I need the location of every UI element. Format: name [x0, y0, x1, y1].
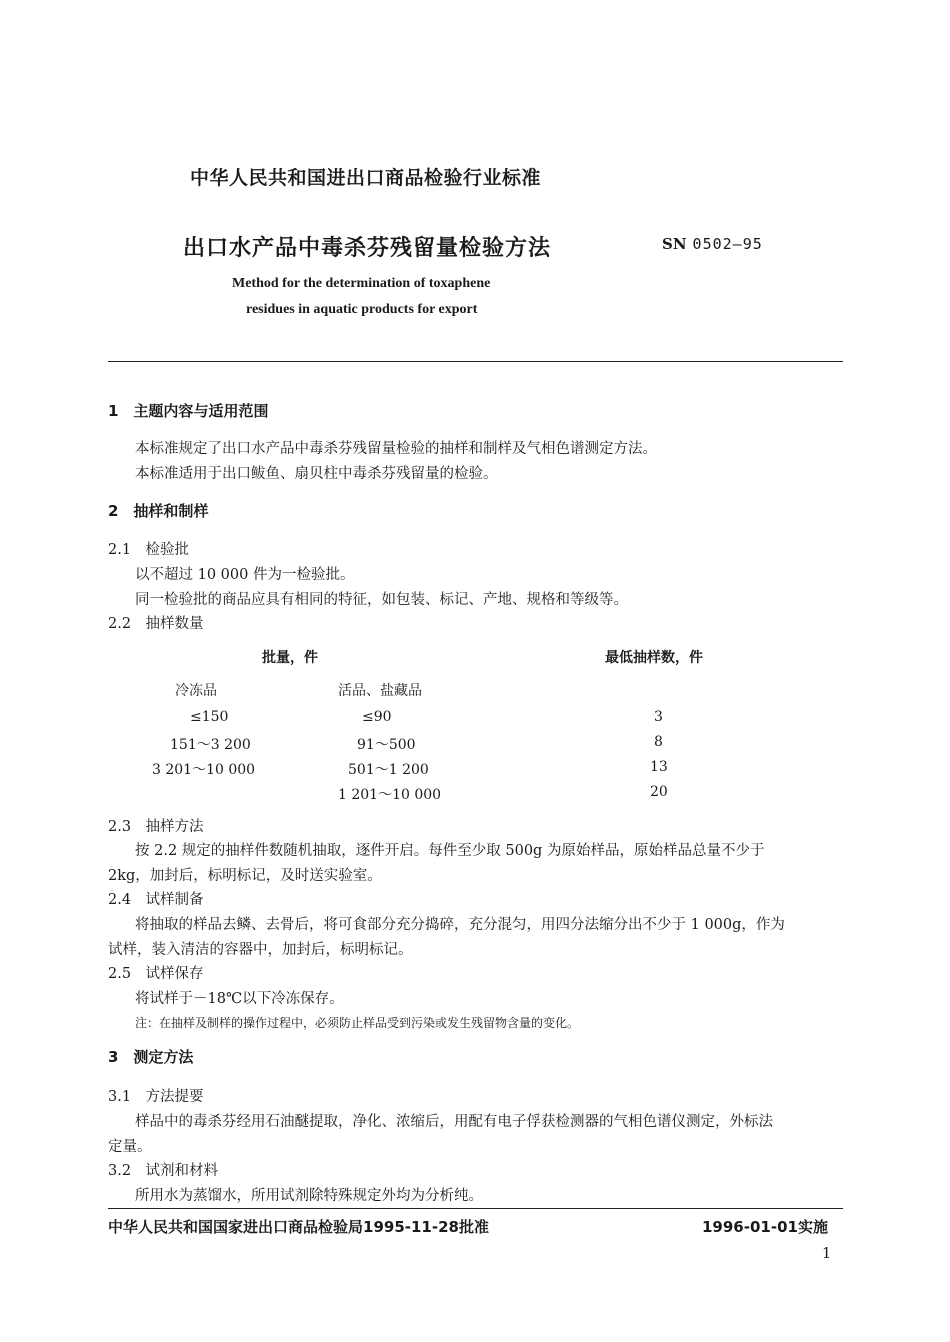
section-2-4-paragraph-line-2: 试样，装入清洁的容器中，加封后，标明标记。 [108, 942, 413, 958]
table-cell-live: 1 201～10 000 [338, 787, 442, 803]
section-1-heading: 1 主题内容与适用范围 [108, 402, 269, 420]
table-cell-frozen: ≤150 [190, 709, 229, 725]
section-2-heading: 2 抽样和制样 [108, 502, 209, 520]
table-header-min-samples: 最低抽样数，件 [605, 650, 703, 666]
table-col-live-salted: 活品、盐藏品 [338, 683, 422, 699]
table-cell-frozen: 151～3 200 [170, 737, 251, 753]
approval-statement: 中华人民共和国国家进出口商品检验局1995-11-28批准 [108, 1218, 489, 1236]
section-3-1-heading: 3.1 方法提要 [108, 1089, 204, 1105]
standard-prefix: SN [662, 235, 687, 253]
table-cell-live: 91～500 [357, 737, 416, 753]
section-1-paragraph-2: 本标准适用于出口鲅鱼、扇贝柱中毒杀芬残留量的检验。 [135, 466, 498, 482]
table-cell-min: 8 [654, 734, 663, 750]
standard-code: 0502—95 [692, 235, 763, 253]
section-3-2-heading: 3.2 试剂和材料 [108, 1163, 219, 1179]
section-2-1-paragraph-2: 同一检验批的商品应具有相同的特征，如包装、标记、产地、规格和等级等。 [135, 592, 628, 608]
section-2-1-heading: 2.1 检验批 [108, 542, 190, 558]
english-title-line-1: Method for the determination of toxaphene [232, 276, 491, 291]
table-cell-min: 13 [650, 759, 668, 775]
section-3-heading: 3 测定方法 [108, 1048, 194, 1066]
document-title: 出口水产品中毒杀芬残留量检验方法 [183, 236, 552, 261]
header-divider [108, 361, 843, 362]
section-2-1-paragraph-1: 以不超过 10 000 件为一检验批。 [135, 567, 355, 583]
standard-number [662, 235, 763, 253]
footer-divider [108, 1208, 843, 1209]
page-number: 1 [822, 1246, 832, 1262]
section-2-4-paragraph-line-1: 将抽取的样品去鳞、去骨后，将可食部分充分捣碎，充分混匀，用四分法缩分出不少于 1 000g，作为 [135, 917, 785, 933]
section-2-2-heading: 2.2 抽样数量 [108, 616, 204, 632]
issuing-organization: 中华人民共和国进出口商品检验行业标准 [190, 167, 542, 189]
section-3-2-paragraph: 所用水为蒸馏水，所用试剂除特殊规定外均为分析纯。 [135, 1188, 483, 1204]
table-cell-live: ≤90 [362, 709, 392, 725]
table-cell-frozen: 3 201～10 000 [152, 762, 256, 778]
table-cell-min: 3 [654, 709, 663, 725]
section-2-5-heading: 2.5 试样保存 [108, 966, 204, 982]
table-cell-min: 20 [650, 784, 668, 800]
section-2-4-heading: 2.4 试样制备 [108, 892, 204, 908]
section-3-1-paragraph-line-2: 定量。 [108, 1139, 152, 1155]
table-cell-live: 501～1 200 [348, 762, 429, 778]
section-2-3-paragraph-line-1: 按 2.2 规定的抽样件数随机抽取，逐件开启。每件至少取 500g 为原始样品，原始样品总量不少于 [135, 843, 765, 859]
section-2-5-paragraph: 将试样于－18℃以下冷冻保存。 [135, 991, 344, 1007]
section-2-3-heading: 2.3 抽样方法 [108, 819, 204, 835]
effective-date: 1996-01-01实施 [702, 1218, 828, 1236]
table-col-frozen: 冷冻品 [175, 683, 217, 699]
table-header-batch: 批量，件 [262, 650, 318, 666]
english-title-line-2: residues in aquatic products for export [246, 302, 478, 317]
section-2-5-note: 注：在抽样及制样的操作过程中，必须防止样品受到污染或发生残留物含量的变化。 [135, 1016, 580, 1030]
section-2-3-paragraph-line-2: 2kg，加封后，标明标记，及时送实验室。 [108, 868, 382, 884]
section-3-1-paragraph-line-1: 样品中的毒杀芬经用石油醚提取，净化、浓缩后，用配有电子俘获检测器的气相色谱仪测定，外标法 [135, 1114, 773, 1130]
section-1-paragraph-1: 本标准规定了出口水产品中毒杀芬残留量检验的抽样和制样及气相色谱测定方法。 [135, 441, 657, 457]
